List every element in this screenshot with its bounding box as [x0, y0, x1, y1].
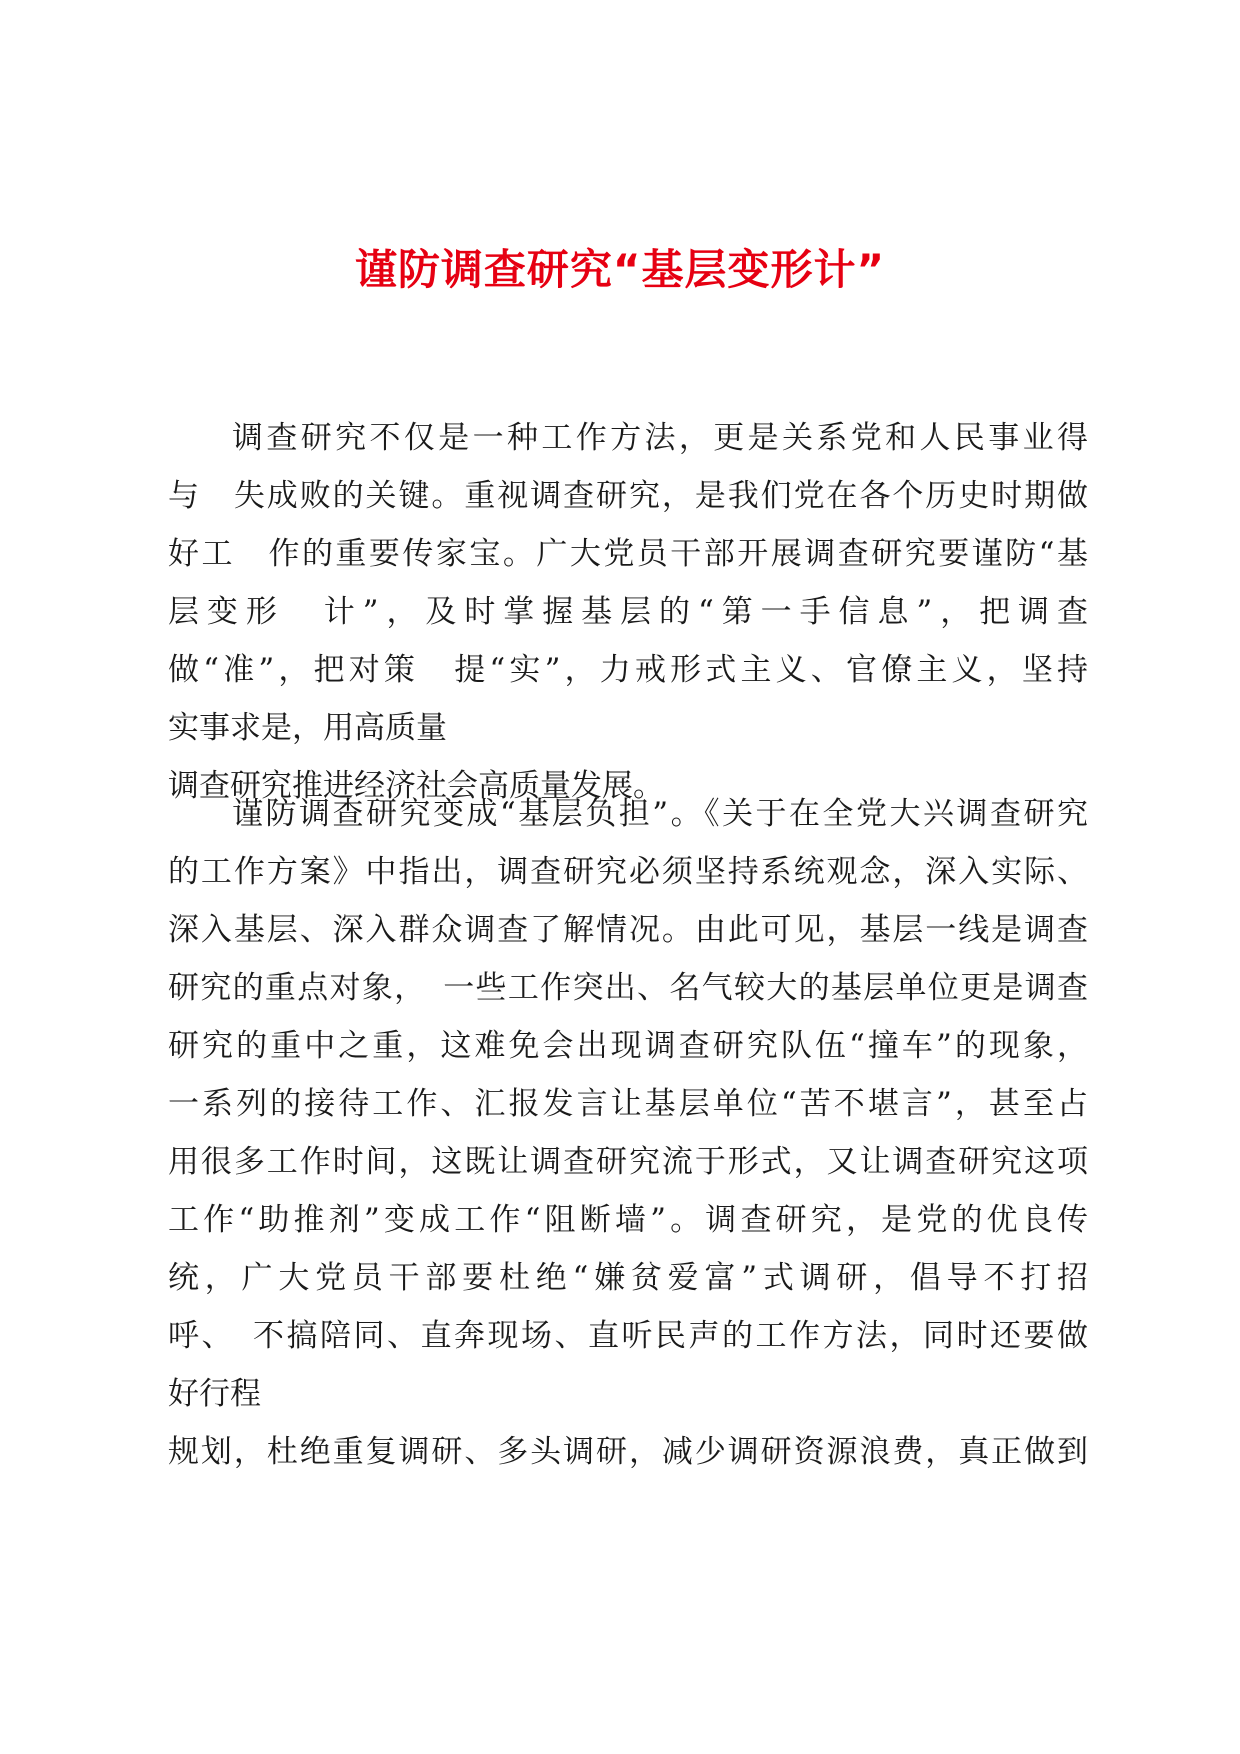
text-line: 层变形 计”，及时掌握基层的“第一手信息”，把调查: [168, 594, 1088, 630]
document-title: 谨防调查研究“基层变形计”: [354, 245, 886, 294]
text-line: 好行程: [168, 1376, 261, 1412]
text-line: 深入基层、深入群众调查了解情况。由此可见，基层一线是调查: [168, 912, 1088, 948]
text-line: 谨防调查研究变成“基层负担”。《关于在全党大兴调查研究: [232, 796, 1088, 832]
text-line: 统，广大党员干部要杜绝“嫌贫爱富”式调研，倡导不打招: [168, 1260, 1088, 1296]
text-line: 呼、 不搞陪同、直奔现场、直听民声的工作方法，同时还要做: [168, 1318, 1088, 1354]
text-line: 用很多工作时间，这既让调查研究流于形式，又让调查研究这项: [168, 1144, 1088, 1180]
text-line: 与 失成败的关键。重视调查研究，是我们党在各个历史时期做: [168, 478, 1088, 514]
text-line: 做“准”，把对策 提“实”，力戒形式主义、官僚主义，坚持: [168, 652, 1088, 688]
body-paragraph-1: [168, 409, 1088, 815]
text-line: 规划，杜绝重复调研、多头调研，减少调研资源浪费，真正做到: [168, 1434, 1088, 1470]
text-line: 调查研究不仅是一种工作方法，更是关系党和人民事业得: [232, 420, 1088, 456]
text-line: 工作“助推剂”变成工作“阻断墙”。调查研究，是党的优良传: [168, 1202, 1088, 1238]
body-paragraph-2: [168, 785, 1088, 1481]
text-line: 好工 作的重要传家宝。广大党员干部开展调查研究要谨防“基: [168, 536, 1088, 572]
text-line: 的工作方案》中指出，调查研究必须坚持系统观念，深入实际、: [168, 854, 1088, 890]
text-line: 研究的重点对象， 一些工作突出、名气较大的基层单位更是调查: [168, 970, 1088, 1006]
text-line: 实事求是，用高质量: [168, 710, 447, 746]
text-line: 一系列的接待工作、汇报发言让基层单位“苦不堪言”，甚至占: [168, 1086, 1088, 1122]
text-line: 研究的重中之重，这难免会出现调查研究队伍“撞车”的现象，: [168, 1028, 1088, 1064]
text-line: 调查研究推进经济社会高质量发展。: [168, 768, 664, 804]
